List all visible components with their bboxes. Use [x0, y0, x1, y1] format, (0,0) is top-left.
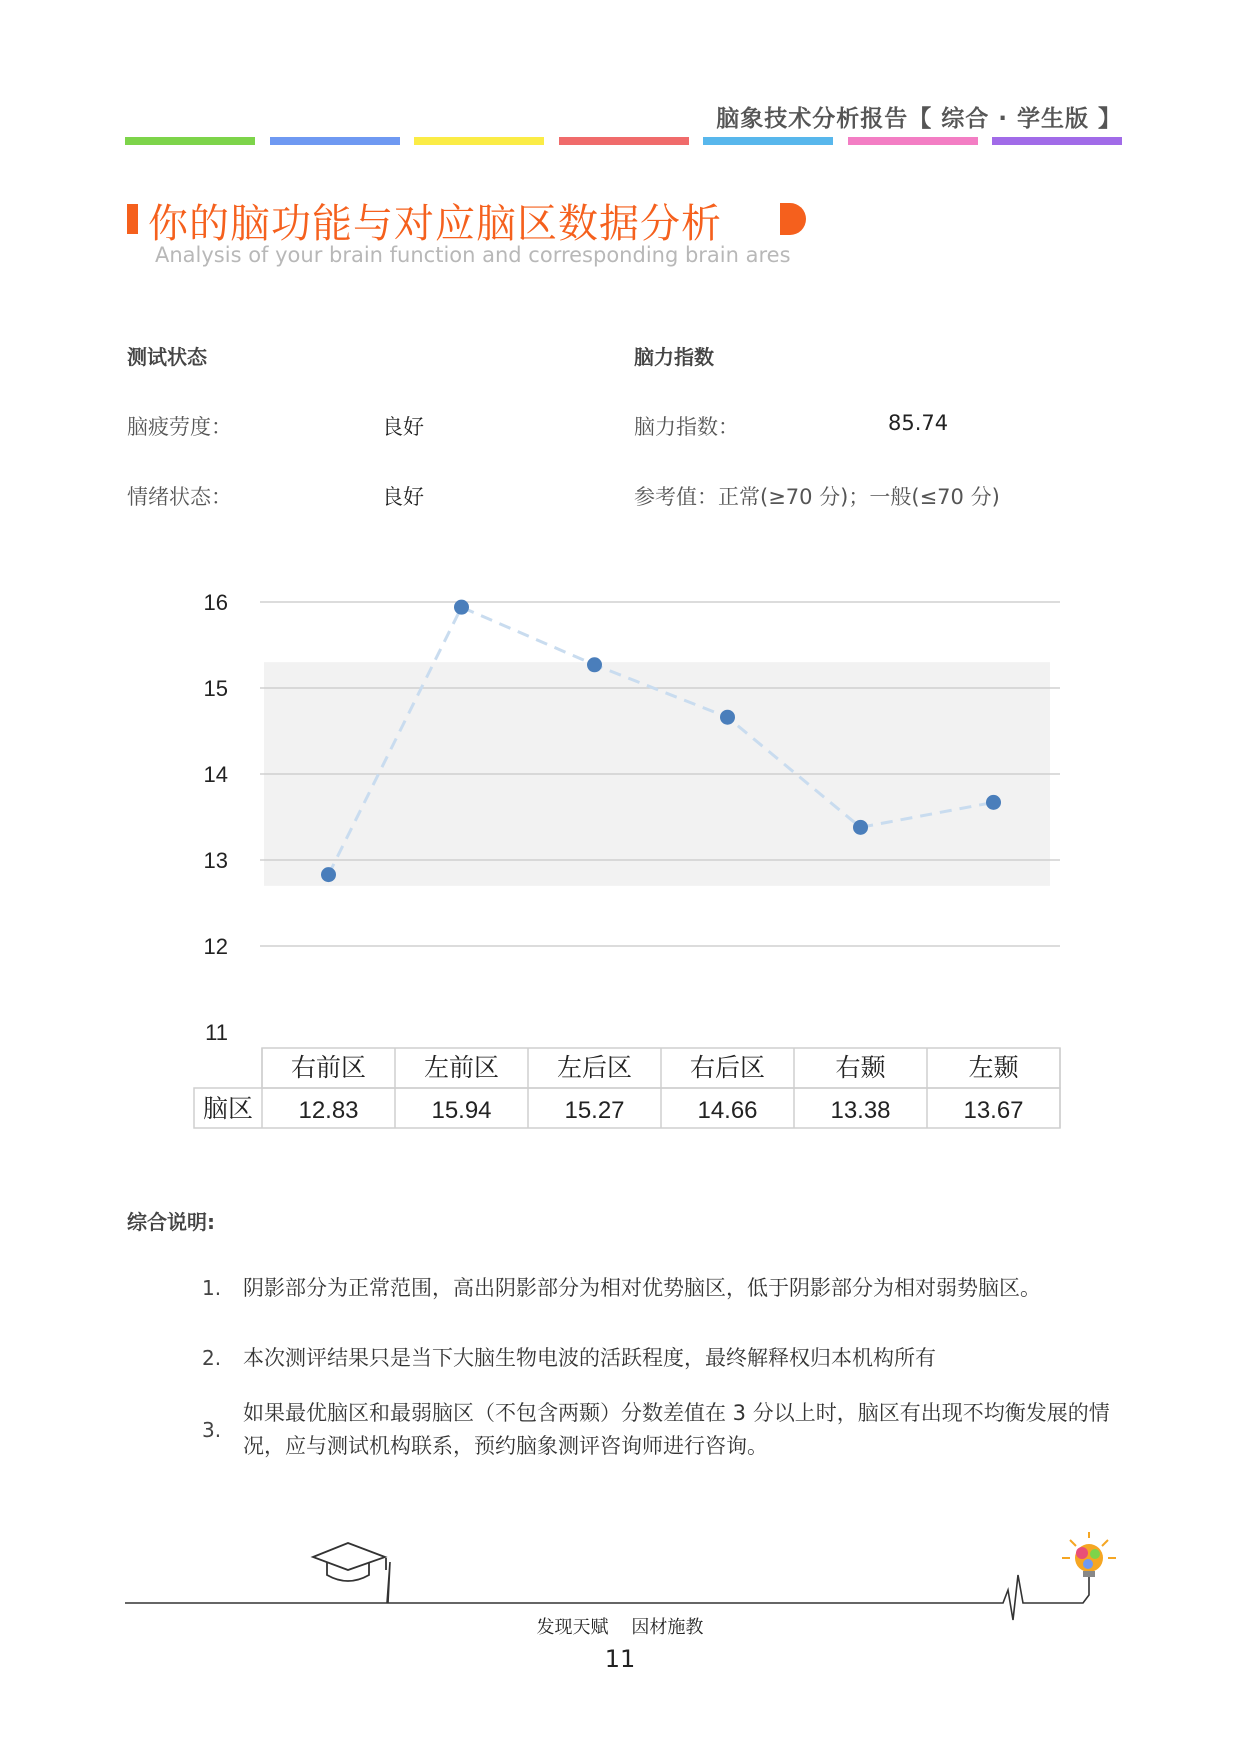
data-point: [321, 867, 336, 882]
data-point: [720, 710, 735, 725]
color-bar: [703, 137, 833, 145]
x-category-label: 左后区: [556, 1053, 633, 1082]
note-number: 2.: [202, 1346, 222, 1370]
note-number: 1.: [202, 1276, 222, 1300]
data-point: [986, 795, 1001, 810]
color-bar: [125, 137, 255, 145]
test-status-heading: 测试状态: [127, 345, 207, 369]
brain-fatigue-value: 良好: [382, 415, 424, 439]
section-title: 你的脑功能与对应脑区数据分析: [148, 201, 722, 247]
report-header-title: 脑象技术分析报告【 综合 · 学生版 】: [716, 106, 1122, 132]
y-tick-label: 16: [203, 590, 228, 615]
data-value-label: 13.38: [830, 1097, 891, 1124]
y-tick-label: 11: [205, 1020, 228, 1045]
data-value-label: 15.27: [564, 1097, 625, 1124]
section-title-marker: [127, 204, 138, 234]
y-tick-label: 14: [203, 762, 228, 787]
series-name-label: 脑区: [202, 1094, 254, 1123]
data-point: [454, 600, 469, 615]
data-point: [853, 820, 868, 835]
footer-slogan: 发现天赋 因材施教: [536, 1617, 704, 1638]
note-text: 阴影部分为正常范围，高出阴影部分为相对优势脑区，低于阴影部分为相对弱势脑区。: [243, 1276, 1041, 1300]
page-number: 11: [604, 1645, 636, 1673]
notes-heading: 综合说明:: [127, 1210, 215, 1234]
graduation-cap-icon: [313, 1543, 386, 1581]
x-category-label: 右前区: [290, 1053, 367, 1082]
data-value-label: 13.67: [963, 1097, 1024, 1124]
section-subtitle: Analysis of your brain function and corresponding brain ares: [155, 243, 791, 267]
reference-value: 参考值：正常(≥70 分)；一般(≤70 分): [634, 485, 1000, 509]
color-bar: [848, 137, 978, 145]
header-color-bars: [125, 137, 1122, 145]
brain-index-value: 85.74: [888, 411, 949, 435]
color-bar: [559, 137, 689, 145]
footer-base-line: [125, 1562, 1089, 1620]
note-number: 3.: [202, 1418, 222, 1442]
data-value-label: 15.94: [431, 1097, 492, 1124]
data-value-label: 12.83: [298, 1097, 359, 1124]
brain-fatigue-label: 脑疲劳度：: [127, 415, 232, 439]
data-value-label: 14.66: [697, 1097, 758, 1124]
x-category-label: 右后区: [689, 1053, 766, 1082]
data-point: [587, 657, 602, 672]
x-category-label: 右颞: [835, 1053, 886, 1082]
x-category-label: 左颞: [968, 1053, 1019, 1082]
x-category-label: 左前区: [423, 1053, 500, 1082]
y-tick-label: 13: [203, 848, 228, 873]
note-text: 本次测评结果只是当下大脑生物电波的活跃程度，最终解释权归本机构所有: [243, 1346, 936, 1370]
lightbulb-icon: [1062, 1532, 1116, 1577]
brain-index-label: 脑力指数：: [634, 415, 739, 439]
emotion-status-label: 情绪状态：: [127, 485, 232, 509]
y-tick-label: 15: [203, 676, 228, 701]
brain-region-chart: [170, 570, 1070, 1140]
section-title-end-icon: [778, 203, 810, 235]
color-bar: [992, 137, 1122, 145]
color-bar: [414, 137, 544, 145]
note-text: 如果最优脑区和最弱脑区（不包含两颞）分数差值在 3 分以上时，脑区有出现不均衡发展的情况，应与测试机构联系，预约脑象测评咨询师进行咨询。: [243, 1401, 1110, 1458]
emotion-status-value: 良好: [382, 485, 424, 509]
y-tick-label: 12: [203, 934, 228, 959]
color-bar: [270, 137, 400, 145]
brain-index-heading: 脑力指数: [634, 345, 714, 369]
